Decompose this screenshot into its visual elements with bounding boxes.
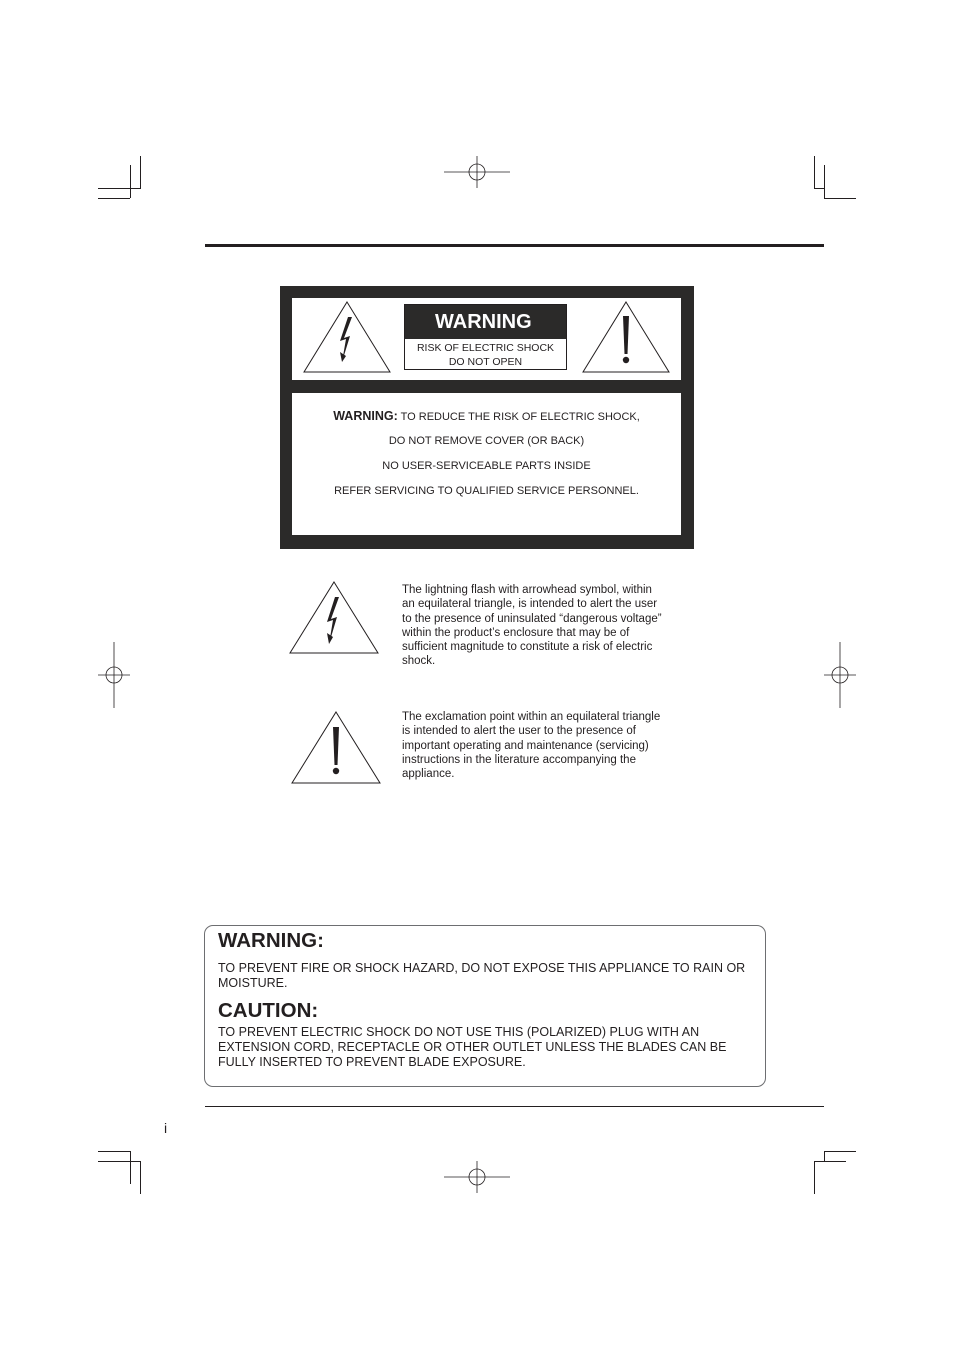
label-warning-prefix: WARNING: [333,409,398,423]
header-rule [205,244,824,247]
registration-mark-right [824,642,856,708]
notice-warning-title: WARNING: [218,929,324,952]
warning-label-box [404,304,567,370]
exclamation-triangle-icon [581,300,671,374]
label-line-4: REFER SERVICING TO QUALIFIED SERVICE PERSONNEL. [334,485,639,497]
lightning-triangle-icon [288,580,380,655]
label-line-1: WARNING: TO REDUCE THE RISK OF ELECTRIC SHOCK, [333,409,640,423]
registration-mark-top [444,156,510,188]
registration-mark-left [98,642,130,708]
exclamation-triangle-icon [290,710,382,785]
label-line-3: NO USER-SERVICEABLE PARTS INSIDE [382,460,591,472]
label-line-2: DO NOT REMOVE COVER (OR BACK) [388,435,585,447]
page-number: i [164,1120,168,1136]
warning-label-subtext: RISK OF ELECTRIC SHOCK DO NOT OPEN [416,342,555,368]
registration-mark-bottom [444,1161,510,1193]
lightning-triangle-icon [302,300,392,374]
footer-rule [205,1106,824,1107]
exclamation-symbol-description: The exclamation point within an equilateral triangle is intended to alert the user to the presence of important operating and maintenance (servicing) instructions in the literature accompanying the appliance. [402,711,661,781]
notice-caution-text: TO PREVENT ELECTRIC SHOCK DO NOT USE THIS (POLARIZED) PLUG WITH AN EXTENSION CORD, RECEPTACLE OR OTHER OUTLET UNLESS THE BLADES CAN BE FULLY INSERTED TO PREVENT BLADE EXPOSURE. [218,1025,727,1069]
warning-label-heading: WARNING [405,305,566,339]
notice-caution-title: CAUTION: [218,999,319,1022]
lightning-symbol-description: The lightning flash with arrowhead symbol, within an equilateral triangle, is intended to alert the user to the presence of uninsulated “dangerous voltage” within the product’s enclosure that may be of sufficient magnitude to constitute a risk of electric shock. [402,584,662,668]
notice-warning-text: TO PREVENT FIRE OR SHOCK HAZARD, DO NOT EXPOSE THIS APPLIANCE TO RAIN OR MOISTURE. [218,961,746,990]
